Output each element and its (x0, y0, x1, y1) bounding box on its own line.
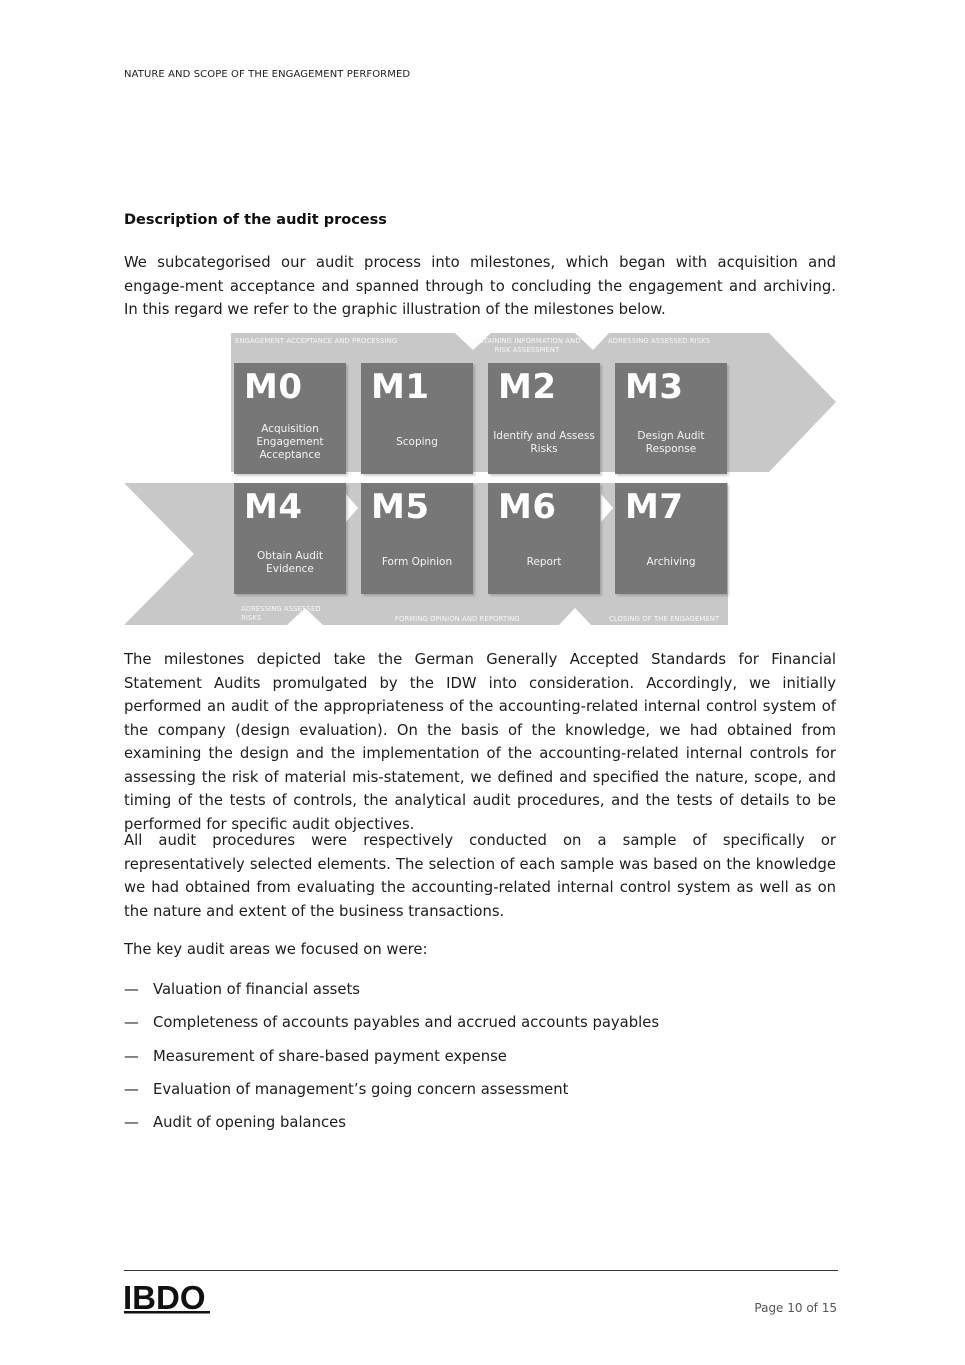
milestone-label: Archiving (646, 556, 696, 568)
milestone-code: M6 (498, 487, 557, 527)
diagram-arrows (123, 332, 837, 628)
milestone-m5 (361, 483, 473, 594)
bdo-logo (123, 1280, 213, 1320)
milestone-code: M4 (244, 487, 303, 527)
intro-paragraph: We subcategorised our audit process into milestones, which began with acquisition and engage-ment acceptance and spanned through to concluding the engagement and archiving. In this regard we refer to the graphic illustration of the milestones below. (124, 254, 836, 318)
list-dash: — (124, 1114, 139, 1132)
milestone-code: M2 (498, 367, 557, 407)
milestone-label: Identify and Assess Risks (493, 429, 595, 455)
body-paragraph: The milestones depicted take the German Generally Accepted Standards for Financial Statement Audits promulgated by the IDW into consideration. Accordingly, we initially performed an audit of the appropriateness of the accounting-related internal control system of the company (design evaluation). On the basis of the knowledge, we had obtained from examining the design and the implementation of the accounting-related internal controls for assessing the risk of material mis-statement, we defined and specified the nature, scope, and timing of the tests of controls, the analytical audit procedures, and the tests of details to be performed for specific audit objectives. (124, 651, 836, 833)
phase-label-bottom: CLOSING OF THE ENGAGEMENT (609, 615, 720, 623)
milestone-label: Design Audit Response (637, 429, 705, 455)
running-header: NATURE AND SCOPE OF THE ENGAGEMENT PERFORMED (124, 69, 411, 80)
list-item-text: Measurement of share-based payment expense (153, 1047, 507, 1065)
milestone-label: Acquisition Engagement Acceptance (256, 423, 324, 461)
milestone-label: Report (526, 556, 562, 568)
list-item (124, 978, 659, 1011)
milestone-code: M0 (244, 367, 303, 407)
phase-label-bottom: FORMING OPINION AND REPORTING (395, 615, 520, 623)
list-item (124, 1078, 659, 1111)
milestone-label: Scoping (396, 436, 438, 448)
milestone-diagram (123, 332, 837, 628)
footer-divider (124, 1270, 838, 1271)
list-item (124, 1011, 659, 1044)
logo-text: IBDO (123, 1280, 206, 1316)
section-heading: Description of the audit process (124, 212, 387, 228)
list-item-text: Evaluation of management’s going concern assessment (153, 1080, 569, 1098)
page-number: Page 10 of 15 (754, 1301, 837, 1315)
list-dash: — (124, 1080, 139, 1098)
key-areas-list (124, 978, 659, 1144)
phase-label-top: ADRESSING ASSESSED RISKS (608, 337, 711, 345)
milestone-code: M5 (371, 487, 430, 527)
list-item (124, 1045, 659, 1078)
key-areas-intro: The key audit areas we focused on were: (124, 941, 428, 958)
milestone-m2 (488, 363, 600, 474)
milestone-m3 (615, 363, 727, 474)
list-item (124, 1111, 659, 1144)
list-item-text: Audit of opening balances (153, 1114, 346, 1132)
phase-label-top: ENGAGEMENT ACCEPTANCE AND PROCESSING (235, 337, 398, 345)
milestone-m1 (361, 363, 473, 474)
phase-label-bottom: ADRESSING ASSESSED RISKS (241, 605, 321, 622)
milestone-m7 (615, 483, 727, 594)
milestone-m6 (488, 483, 600, 594)
milestone-code: M7 (625, 487, 684, 527)
list-item-text: Completeness of accounts payables and accrued accounts payables (153, 1014, 660, 1032)
body-paragraph: All audit procedures were respectively conducted on a sample of specifically or representatively selected elements. The selection of each sample was based on the knowledge we had obtained from evaluating the accounting-related internal control system as well as on the nature and extent of the business transactions. (124, 832, 836, 920)
bdo-logo-mark (123, 1280, 213, 1316)
milestone-label: Obtain Audit Evidence (257, 549, 323, 575)
milestone-label: Form Opinion (381, 556, 453, 568)
milestone-m4 (234, 483, 346, 594)
list-dash: — (124, 1014, 139, 1032)
phase-label-top: OBTAINING INFORMATION AND RISK ASSESSMENT (473, 337, 581, 354)
milestone-code: M1 (371, 367, 430, 407)
list-dash: — (124, 981, 139, 998)
list-item-text: Valuation of financial assets (153, 981, 360, 998)
list-dash: — (124, 1047, 139, 1065)
milestone-m0 (234, 363, 346, 474)
milestone-code: M3 (625, 367, 684, 407)
